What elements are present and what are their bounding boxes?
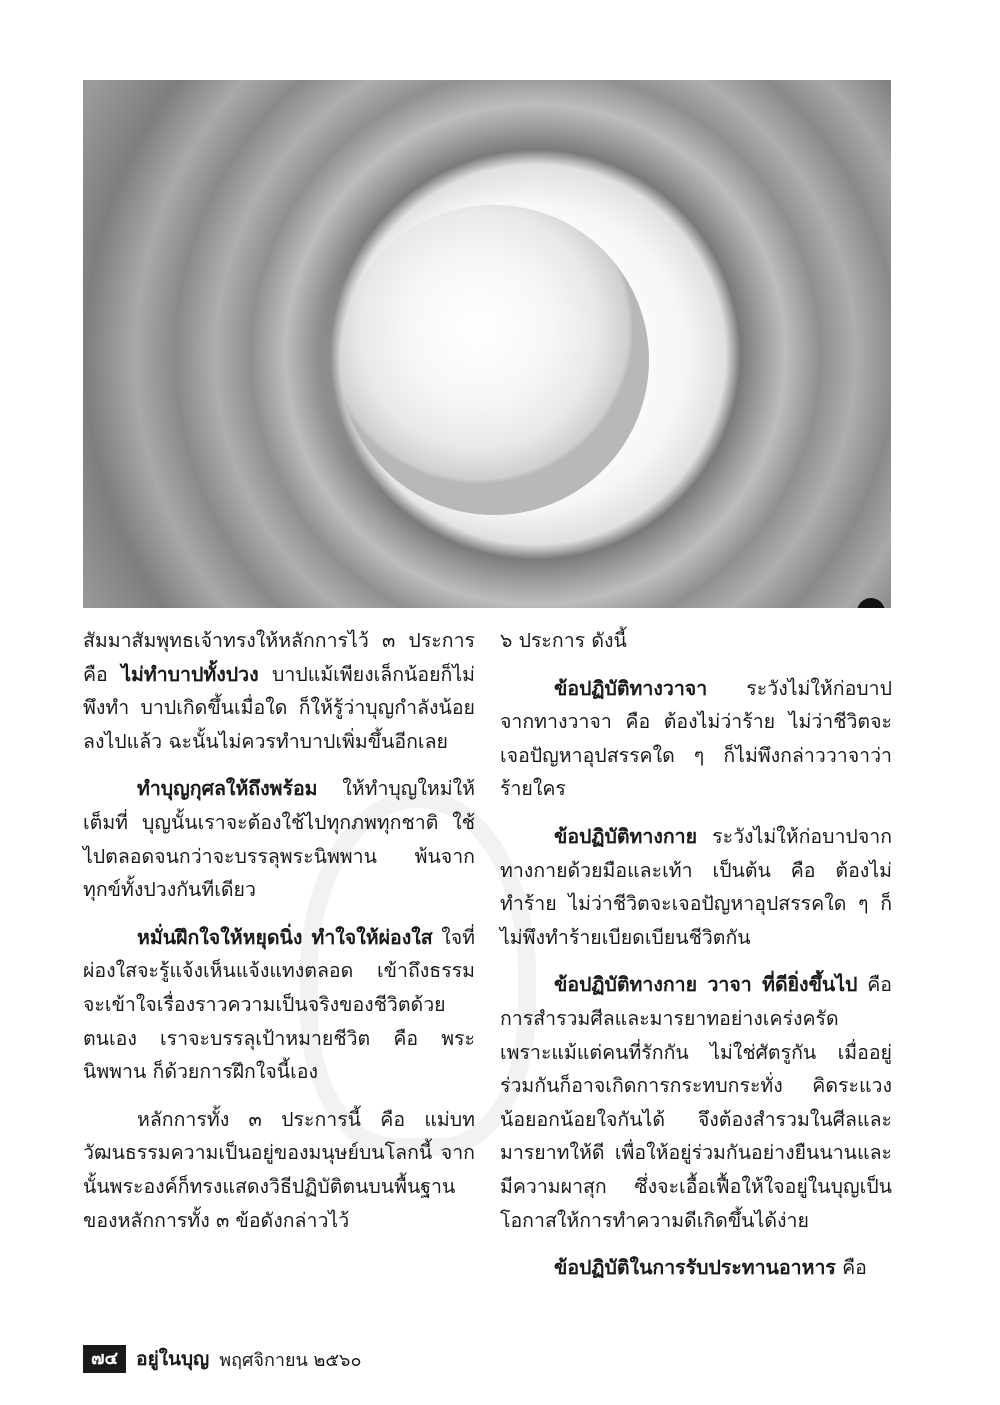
- heading-body-speech: ข้อปฏิบัติทางกาย วาจา ที่ดียิ่งขึ้นไป: [554, 973, 858, 997]
- heading-speech: ข้อปฏิบัติทางวาจา: [554, 676, 708, 700]
- heading-mind: หมั่นฝึกใจให้หยุดนิ่ง ทำใจให้ผ่องใส: [137, 925, 433, 949]
- paragraph-food: ข้อปฏิบัติในการรับประทานอาหาร คือ: [554, 1256, 867, 1280]
- paragraph-six-practices: ๖ ประการ ดังนี้: [500, 629, 627, 652]
- paragraph-three-principles: สัมมาสัมพุทธเจ้าทรงให้หลักการไว้ ๓ ประการ คือ ไม่ทำบาปทั้งปวง บาปแม้เพียงเล็กน้อยก็ไม่พึงทำ บาปเกิดขึ้นเมื่อใด ก็ให้รู้ว่าบุญกำลังน้อยลงไปแล้ว ฉะนั้นไม่ควรทำบาปเพิ่มขึ้นอีกเลย: [83, 629, 475, 753]
- issue-date: พฤศจิกายน ๒๕๖๐: [219, 1349, 362, 1371]
- paragraph-body-speech: ข้อปฏิบัติทางกาย วาจา ที่ดียิ่งขึ้นไป คือ การสำรวมศีลและมารยาทอย่างเคร่งครัด เพราะแม้แต่คนที่รักกัน ไม่ใช่ศัตรูกัน เมื่ออยู่ร่วมกันก็อาจเกิดการกระทบกระทั่ง คิดระแวงน้อยอกน้อยใจกันได้ จึงต้องสำรวมในศีลและมารยาทให้ดี เพื่อให้อยู่ร่วมกันอย่างยืนนานและมีความผาสุก ซึ่งจะเอื้อเฟื้อให้ใจอยู่ในบุญเป็นโอกาสให้การทำความดีเกิดขึ้นได้ง่าย: [500, 973, 892, 1232]
- heading-merit: ทำบุญกุศลให้ถึงพร้อม: [137, 777, 318, 801]
- paragraph-body: ข้อปฏิบัติทางกาย ระวังไม่ให้ก่อบาปจากทางกายด้วยมือและเท้า เป็นต้น คือ ต้องไม่ทำร้าย ไม่ว่าชีวิตจะเจอปัญหาอุปสรรคใด ๆ ก็ไม่พึงทำร้ายเบียดเบียนชีวิตกัน: [500, 824, 892, 949]
- right-column: [500, 624, 892, 1285]
- paragraph-speech: ข้อปฏิบัติทางวาจา ระวังไม่ให้ก่อบาปจากทางวาจา คือ ต้องไม่ว่าร้าย ไม่ว่าชีวิตจะเจอปัญหาอุปสรรคใด ๆ ก็ไม่พึงกล่าววาจาว่าร้ายใคร: [500, 676, 892, 801]
- magazine-title: อยู่ในบุญ: [136, 1348, 210, 1370]
- heading-no-evil: ไม่ทำบาปทั้งปวง: [121, 662, 259, 686]
- paragraph-summary: หลักการทั้ง ๓ ประการนี้ คือ แม่บทวัฒนธรรมความเป็นอยู่ของมนุษย์บนโลกนี้ จากนั้นพระองค์ก็ทรงแสดงวิธีปฏิบัติตนบนพื้นฐานของหลักการทั้ง ๓ ข้อดังกล่าวไว้: [83, 1107, 475, 1232]
- meditation-crystal-sphere-photo: [83, 80, 891, 608]
- photo-corner-mark: [857, 598, 885, 608]
- paragraph-mind: หมั่นฝึกใจให้หยุดนิ่ง ทำใจให้ผ่องใส ใจที่ผ่องใสจะรู้แจ้งเห็นแจ้งแทงตลอด เข้าถึงธรรม จะเข้าใจเรื่องราวความเป็นจริงของชีวิตด้วยตนเอง เราจะบรรลุเป้าหมายชีวิต คือ พระนิพพาน ก็ด้วยการฝึกใจนี้เอง: [83, 925, 476, 1084]
- left-column: [83, 624, 475, 1237]
- heading-food: ข้อปฏิบัติในการรับประทานอาหาร: [554, 1256, 836, 1280]
- crystal-sphere: [339, 205, 649, 515]
- paragraph-merit: ทำบุญกุศลให้ถึงพร้อม ให้ทำบุญใหม่ให้เต็มที่ บุญนั้นเราจะต้องใช้ไปทุกภพทุกชาติ ใช้ไปตลอดจนกว่าจะบรรลุพระนิพพาน พ้นจากทุกข์ทั้งปวงกันทีเดียว: [83, 777, 475, 902]
- page-footer: [83, 1344, 361, 1374]
- heading-body: ข้อปฏิบัติทางกาย: [554, 824, 698, 848]
- page-number: ๗๔: [83, 1345, 126, 1373]
